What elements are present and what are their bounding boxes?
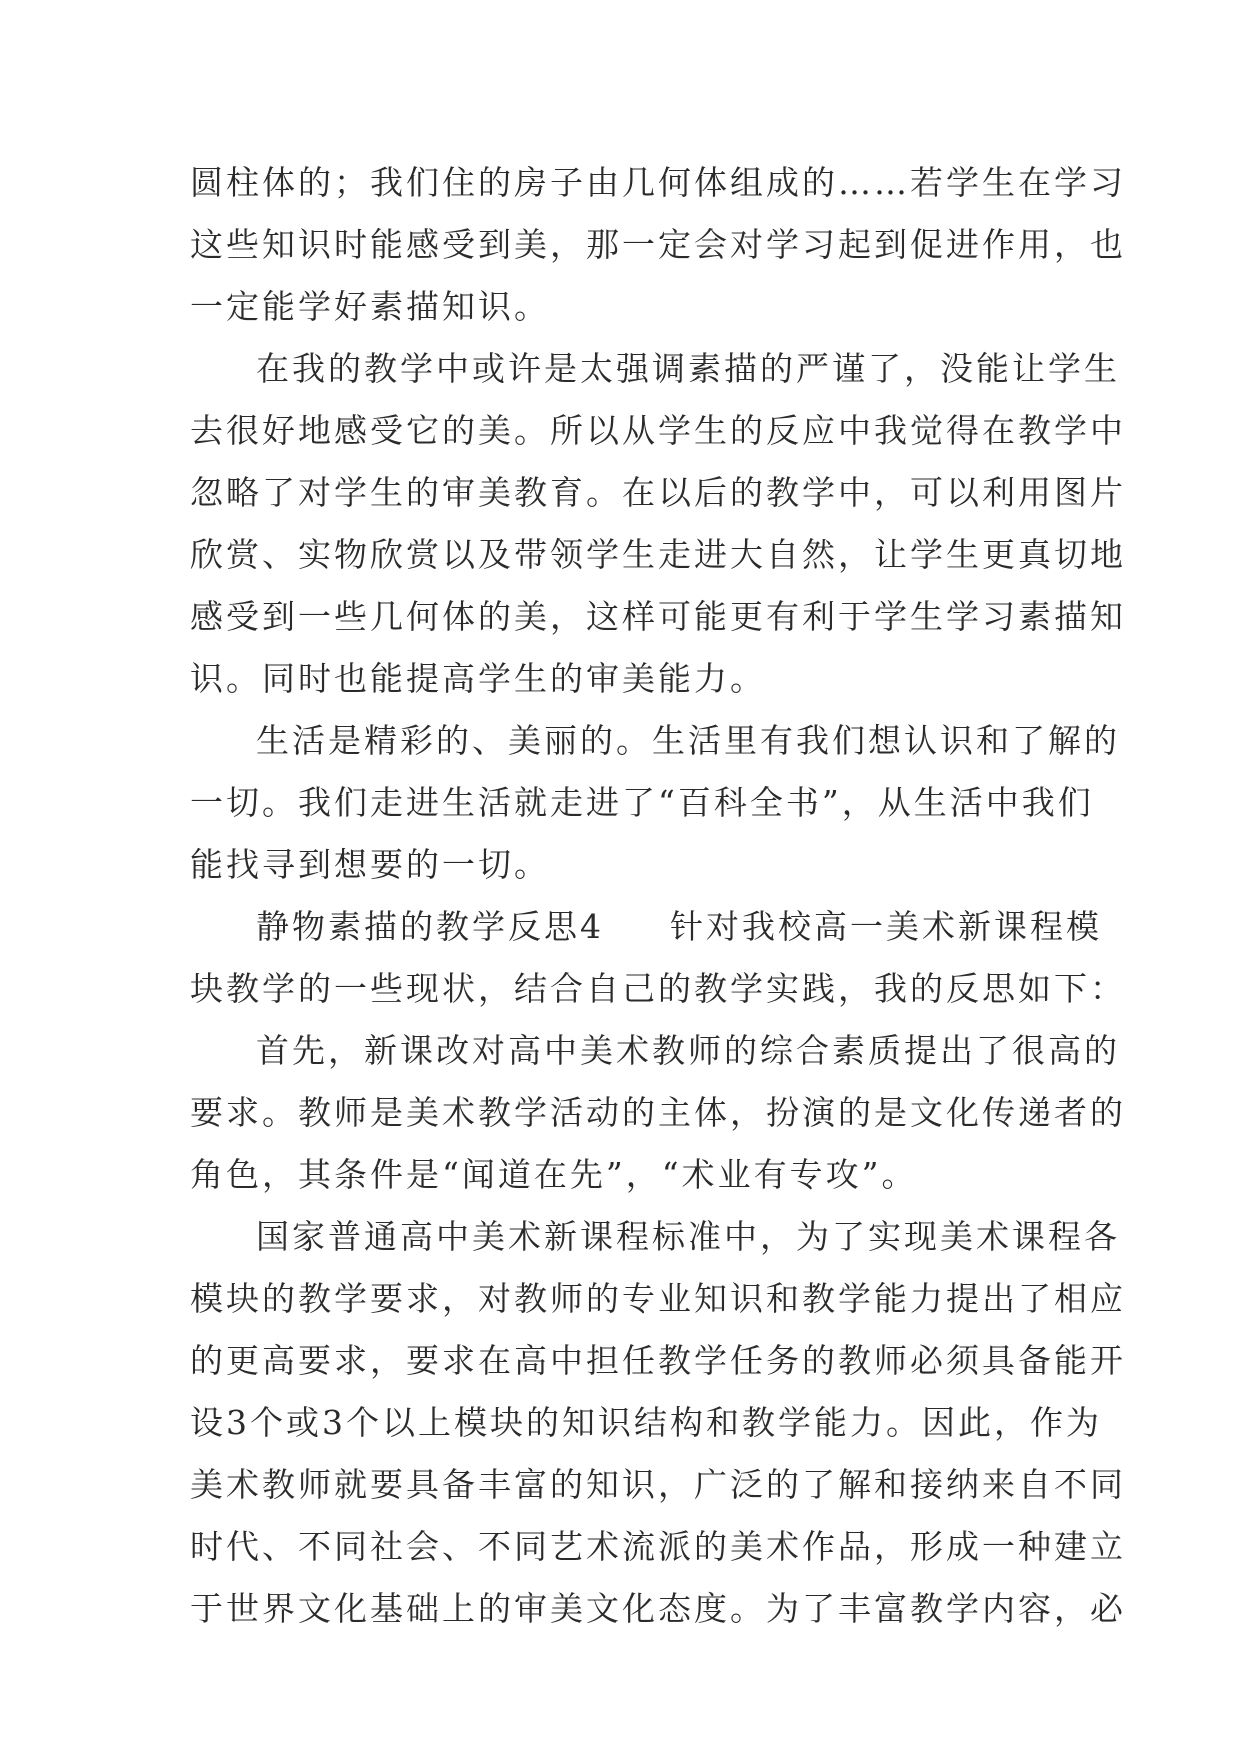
text-line: 在我的教学中或许是太强调素描的严谨了，没能让学生 bbox=[256, 349, 1120, 388]
text-line: 一定能学好素描知识。 bbox=[190, 287, 550, 326]
text-line: 生活是精彩的、美丽的。生活里有我们想认识和了解的 bbox=[256, 721, 1120, 760]
text-line: 于世界文化基础上的审美文化态度。为了丰富教学内容，必 bbox=[190, 1589, 1126, 1628]
paragraph-4 bbox=[190, 896, 1126, 1020]
section-heading: 静物素描的教学反思4 bbox=[256, 907, 604, 946]
paragraph-5 bbox=[190, 1020, 1126, 1206]
text-line: 块教学的一些现状，结合自己的教学实践，我的反思如下： bbox=[190, 969, 1126, 1008]
text-line: 欣赏、实物欣赏以及带领学生走进大自然，让学生更真切地 bbox=[190, 535, 1126, 574]
text-line: 识。同时也能提高学生的审美能力。 bbox=[190, 659, 766, 698]
document-body bbox=[190, 152, 1126, 1640]
text-line: 能找寻到想要的一切。 bbox=[190, 845, 550, 884]
text-line: 一切。我们走进生活就走进了“百科全书”，从生活中我们 bbox=[190, 783, 1094, 822]
text-line: 的更高要求，要求在高中担任教学任务的教师必须具备能开 bbox=[190, 1341, 1126, 1380]
text-line: 设3个或3个以上模块的知识结构和教学能力。因此，作为 bbox=[190, 1403, 1102, 1442]
text-line: 圆柱体的；我们住的房子由几何体组成的……若学生在学习 bbox=[190, 163, 1126, 202]
text-line: 感受到一些几何体的美，这样可能更有利于学生学习素描知 bbox=[190, 597, 1126, 636]
text-line: 角色，其条件是“闻道在先”，“术业有专攻”。 bbox=[190, 1155, 918, 1194]
paragraph-1 bbox=[190, 152, 1126, 338]
text-line: 去很好地感受它的美。所以从学生的反应中我觉得在教学中 bbox=[190, 411, 1126, 450]
text-line: 时代、不同社会、不同艺术流派的美术作品，形成一种建立 bbox=[190, 1527, 1126, 1566]
text-line: 这些知识时能感受到美，那一定会对学习起到促进作用，也 bbox=[190, 225, 1126, 264]
text-line bbox=[190, 896, 1102, 958]
text-line: 要求。教师是美术教学活动的主体，扮演的是文化传递者的 bbox=[190, 1093, 1126, 1132]
text-line: 美术教师就要具备丰富的知识，广泛的了解和接纳来自不同 bbox=[190, 1465, 1126, 1504]
text-line: 国家普通高中美术新课程标准中，为了实现美术课程各 bbox=[256, 1217, 1120, 1256]
paragraph-3 bbox=[190, 710, 1120, 896]
paragraph-6 bbox=[190, 1206, 1126, 1640]
text-run: 针对我校高一美术新课程模 bbox=[670, 907, 1102, 946]
paragraph-2 bbox=[190, 338, 1126, 710]
text-line: 忽略了对学生的审美教育。在以后的教学中，可以利用图片 bbox=[190, 473, 1126, 512]
text-line: 模块的教学要求，对教师的专业知识和教学能力提出了相应 bbox=[190, 1279, 1126, 1318]
text-line: 首先，新课改对高中美术教师的综合素质提出了很高的 bbox=[256, 1031, 1120, 1070]
